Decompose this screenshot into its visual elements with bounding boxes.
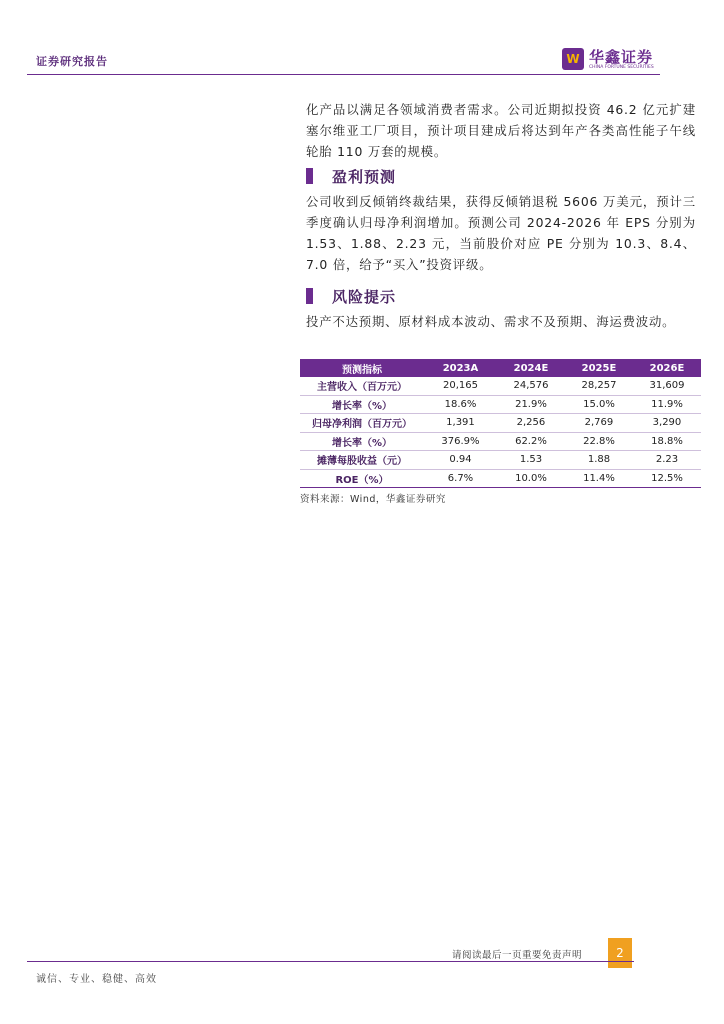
logo-name-en: CHINA FORTUNE SECURITIES [589, 65, 654, 70]
report-type-label: 证券研究报告 [36, 55, 108, 68]
section-title: 风险提示 [332, 288, 397, 306]
section-marker [306, 288, 313, 304]
table-cell: 18.6% [424, 395, 497, 414]
profit-forecast-paragraph: 公司收到反倾销终裁结果，获得反倾销退税 5606 万美元，预计三季度确认归母净利润增加。预测公司 2024-2026 年 EPS 分别为 1.53、1.88、2.23 元，当前股价对应 PE 分别为 10.3、8.4、7.0 倍，给予“买入”投资评级。 [306, 194, 696, 272]
table-header-cell: 预测指标 [300, 359, 424, 377]
row-label: ROE（%） [300, 469, 424, 488]
footer-divider [27, 961, 634, 962]
row-label: 增长率（%） [300, 395, 424, 414]
risk-paragraph: 投产不达预期、原材料成本波动、需求不及预期、海运费波动。 [306, 314, 676, 329]
company-motto: 诚信、专业、稳健、高效 [36, 974, 157, 985]
table-cell: 21.9% [497, 395, 565, 414]
table-row [300, 395, 701, 414]
table-cell: 376.9% [424, 432, 497, 451]
table-cell: 11.4% [565, 469, 633, 488]
table-header-row [300, 359, 701, 377]
table-cell: 31,609 [633, 377, 701, 395]
table-row [300, 451, 701, 470]
intro-paragraph: 化产品以满足各领域消费者需求。公司近期拟投资 46.2 亿元扩建塞尔维亚工厂项目，预计项目建成后将达到年产各类高性能子午线轮胎 110 万套的规模。 [306, 102, 696, 159]
table-source-note: 资料来源：Wind，华鑫证券研究 [300, 494, 446, 505]
table-cell: 2.23 [633, 451, 701, 470]
row-label: 主营收入（百万元） [300, 377, 424, 395]
table-row [300, 432, 701, 451]
table-cell: 11.9% [633, 395, 701, 414]
table-cell: 12.5% [633, 469, 701, 488]
table-cell: 28,257 [565, 377, 633, 395]
header-divider [27, 74, 660, 75]
table-header-cell: 2025E [565, 359, 633, 377]
table-cell: 0.94 [424, 451, 497, 470]
section-marker [306, 168, 313, 184]
company-logo [562, 46, 662, 74]
table-cell: 2,256 [497, 414, 565, 433]
table-cell: 62.2% [497, 432, 565, 451]
forecast-table [300, 359, 701, 488]
table-cell: 20,165 [424, 377, 497, 395]
table-header-cell: 2023A [424, 359, 497, 377]
table-row [300, 414, 701, 433]
table-cell: 6.7% [424, 469, 497, 488]
row-label: 摊薄每股收益（元） [300, 451, 424, 470]
table-cell: 10.0% [497, 469, 565, 488]
table-cell: 3,290 [633, 414, 701, 433]
table-cell: 15.0% [565, 395, 633, 414]
table-cell: 22.8% [565, 432, 633, 451]
disclaimer-note: 请阅读最后一页重要免责声明 [452, 950, 583, 961]
table-header-cell: 2024E [497, 359, 565, 377]
table-cell: 18.8% [633, 432, 701, 451]
table-cell: 2,769 [565, 414, 633, 433]
table-header-cell: 2026E [633, 359, 701, 377]
section-title: 盈利预测 [332, 168, 397, 186]
table-row [300, 469, 701, 488]
table-row [300, 377, 701, 395]
logo-mark-icon: W [562, 48, 584, 70]
table-cell: 1.53 [497, 451, 565, 470]
logo-name-cn: 华鑫证券 [589, 48, 654, 66]
table-cell: 1,391 [424, 414, 497, 433]
row-label: 增长率（%） [300, 432, 424, 451]
row-label: 归母净利润（百万元） [300, 414, 424, 433]
table-cell: 1.88 [565, 451, 633, 470]
page-number: 2 [608, 938, 632, 968]
table-cell: 24,576 [497, 377, 565, 395]
